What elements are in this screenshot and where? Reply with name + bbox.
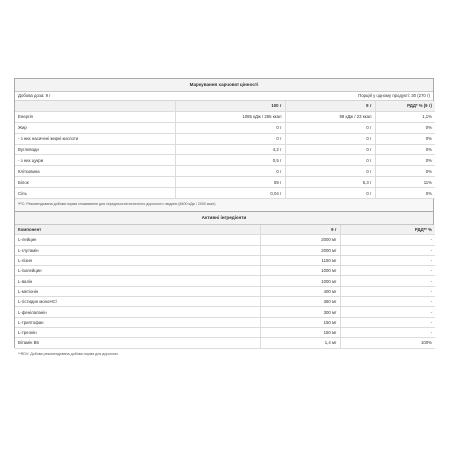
ingredient-amount: 2000 мг — [260, 245, 340, 255]
rdd-percent: - — [340, 266, 435, 276]
value-per-100g: 59 г — [175, 177, 285, 188]
table-row — [15, 188, 435, 199]
value-per-100g: 0,04 г — [175, 188, 285, 199]
table-row — [15, 276, 435, 286]
rdd-percent: 1,1% — [375, 111, 435, 122]
value-per-9g: 98 кДж / 23 ккал — [285, 111, 375, 122]
table-row — [15, 122, 435, 133]
rdd-percent: - — [340, 255, 435, 265]
table-row — [15, 111, 435, 122]
rdd-percent: 11% — [375, 177, 435, 188]
table-row — [15, 297, 435, 307]
value-per-100g: 0 г — [175, 166, 285, 177]
rdd-percent: - — [340, 307, 435, 317]
table-row — [15, 245, 435, 255]
nutrition-table — [15, 101, 435, 199]
ingredients-table — [15, 225, 435, 349]
value-per-100g: 0 г — [175, 122, 285, 133]
ingredient-amount: 1150 мг — [260, 255, 340, 265]
ingredient-name: L-валін — [15, 276, 260, 286]
ingredient-amount: 150 мг — [260, 327, 340, 337]
table-row — [15, 266, 435, 276]
ingredient-name: Вітамін В6 — [15, 338, 260, 348]
ingredient-name: L-ізолейцин — [15, 266, 260, 276]
value-per-100g: 1085 кДж / 255 ккал — [175, 111, 285, 122]
nutrition-title: Маркування харчової цінності — [15, 79, 433, 92]
value-per-9g: 5,3 г — [285, 177, 375, 188]
column-header — [15, 101, 175, 111]
servings-label: Порцій у одному продукті: 30 (270 г) — [358, 93, 430, 98]
table-row — [15, 235, 435, 245]
ingredient-name: L-треонін — [15, 327, 260, 337]
table-row — [15, 133, 435, 144]
rdd-percent: - — [340, 317, 435, 327]
rdd-percent: - — [340, 245, 435, 255]
nutrient-name: Сіль — [15, 188, 175, 199]
value-per-100g: 0,5 г — [175, 155, 285, 166]
nutrient-name: Білок — [15, 177, 175, 188]
ingredient-name: L-глутамін — [15, 245, 260, 255]
value-per-9g: 0 г — [285, 144, 375, 155]
table-row — [15, 317, 435, 327]
nutrient-name: - з них цукри — [15, 155, 175, 166]
table-header-row — [15, 225, 435, 235]
ingredients-footnote: **RDV: Добова рекомендована добова норма для дорослих. — [18, 351, 120, 356]
rdd-percent: 0% — [375, 122, 435, 133]
value-per-9g: 0 г — [285, 188, 375, 199]
value-per-9g: 0 г — [285, 122, 375, 133]
table-row — [15, 286, 435, 296]
rdd-percent: - — [340, 327, 435, 337]
value-per-100g: 0 г — [175, 133, 285, 144]
ingredient-amount: 1,4 мг — [260, 338, 340, 348]
rdd-percent: 0% — [375, 166, 435, 177]
ingredient-name: L-фенілаланін — [15, 307, 260, 317]
ingredient-amount: 1000 мг — [260, 266, 340, 276]
ingredient-name: L-триптофан — [15, 317, 260, 327]
ingredient-amount: 2000 мг — [260, 235, 340, 245]
ingredient-amount: 300 мг — [260, 307, 340, 317]
nutrient-name: Клітковина — [15, 166, 175, 177]
ingredient-amount: 1000 мг — [260, 276, 340, 286]
nutrition-footnote: *РС: Рекомендована добова норма споживання для середньостатистичного дорослого людини (8400 кДж / 2000 ккал). — [18, 202, 217, 207]
table-header-row — [15, 101, 435, 111]
column-header: РДД** % — [340, 225, 435, 235]
nutrient-name: - з них насичені жирні кислоти — [15, 133, 175, 144]
rdd-percent: 0% — [375, 133, 435, 144]
column-header: 9 г — [285, 101, 375, 111]
table-row — [15, 307, 435, 317]
value-per-9g: 0 г — [285, 155, 375, 166]
ingredients-title: Активні інгредієнти — [15, 212, 433, 225]
nutrient-name: Вуглеводи — [15, 144, 175, 155]
rdd-percent: 100% — [340, 338, 435, 348]
value-per-9g: 0 г — [285, 166, 375, 177]
ingredient-name: L-метіонін — [15, 286, 260, 296]
table-row — [15, 144, 435, 155]
table-row — [15, 327, 435, 337]
ingredient-amount: 150 мг — [260, 317, 340, 327]
rdd-percent: 0% — [375, 188, 435, 199]
dose-label: Добова доза: 9 г — [18, 93, 51, 98]
rdd-percent: - — [340, 276, 435, 286]
value-per-9g: 0 г — [285, 133, 375, 144]
nutrient-name: Жир — [15, 122, 175, 133]
value-per-100g: 4,2 г — [175, 144, 285, 155]
rdd-percent: - — [340, 235, 435, 245]
table-row — [15, 338, 435, 348]
table-row — [15, 166, 435, 177]
serving-info — [15, 92, 433, 101]
rdd-percent: 0% — [375, 155, 435, 166]
ingredient-name: L-лізин — [15, 255, 260, 265]
rdd-percent: 0% — [375, 144, 435, 155]
column-header: Компонент — [15, 225, 260, 235]
column-header: РДД* % (9 г) — [375, 101, 435, 111]
rdd-percent: - — [340, 286, 435, 296]
table-row — [15, 255, 435, 265]
table-row — [15, 177, 435, 188]
ingredients-panel — [14, 211, 434, 356]
nutrient-name: Енергія — [15, 111, 175, 122]
ingredient-name: L-лейцин — [15, 235, 260, 245]
ingredient-amount: 400 мг — [260, 286, 340, 296]
column-header: 9 г — [260, 225, 340, 235]
ingredient-amount: 360 мг — [260, 297, 340, 307]
table-row — [15, 155, 435, 166]
nutrition-panel — [14, 78, 434, 214]
rdd-percent: - — [340, 297, 435, 307]
ingredient-name: L-гістидин моноHCl — [15, 297, 260, 307]
column-header: 100 г — [175, 101, 285, 111]
